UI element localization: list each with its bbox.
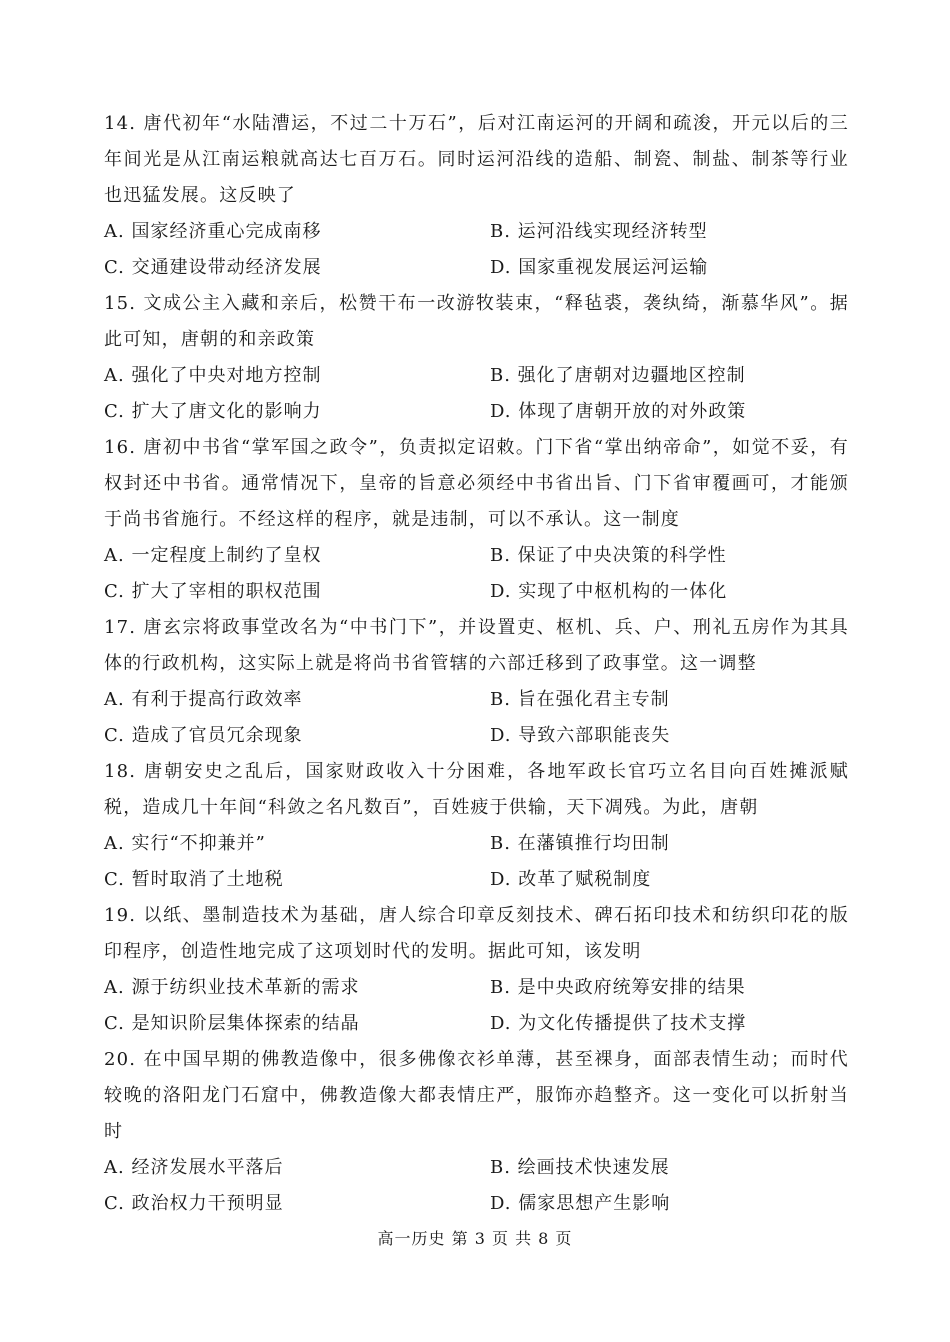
- option-grid: [104, 682, 849, 754]
- option-b: B. 运河沿线实现经济转型: [490, 221, 708, 242]
- question-17: [104, 610, 849, 754]
- question-list: [104, 106, 849, 1222]
- question-stem: 19. 以纸、墨制造技术为基础，唐人综合印章反刻技术、碑石拓印技术和纺织印花的版印程序，创造性地完成了这项划时代的发明。据此可知，该发明: [104, 905, 849, 962]
- option-c: C. 扩大了唐文化的影响力: [104, 401, 322, 422]
- option-a: A. 经济发展水平落后: [104, 1157, 284, 1178]
- option-d: D. 国家重视发展运河运输: [490, 257, 709, 278]
- option-a: A. 国家经济重心完成南移: [104, 221, 322, 242]
- option-a: A. 强化了中央对地方控制: [104, 365, 322, 386]
- question-stem: 15. 文成公主入藏和亲后，松赞干布一改游牧装束，“释毡裘，袭纨绮，渐慕华风”。据此可知，唐朝的和亲政策: [104, 293, 849, 350]
- question-stem: 16. 唐初中书省“掌军国之政令”，负责拟定诏敕。门下省“掌出纳帝命”，如觉不妥，有权封还中书省。通常情况下，皇帝的旨意必须经中书省出旨、门下省审覆画可，才能颁于尚书省施行。不经这样的程序，就是违制，可以不承认。这一制度: [104, 437, 849, 530]
- option-c: C. 扩大了宰相的职权范围: [104, 581, 322, 602]
- option-c: C. 是知识阶层集体探索的结晶: [104, 1013, 360, 1034]
- question-stem: 18. 唐朝安史之乱后，国家财政收入十分困难，各地军政长官巧立名目向百姓摊派赋税，造成几十年间“科敛之名凡数百”，百姓疲于供输，天下凋残。为此，唐朝: [104, 761, 849, 818]
- option-grid: [104, 538, 849, 610]
- option-d: D. 实现了中枢机构的一体化: [490, 581, 728, 602]
- option-a: A. 实行“不抑兼并”: [104, 833, 266, 854]
- option-c: C. 暂时取消了土地税: [104, 869, 284, 890]
- option-grid: [104, 970, 849, 1042]
- option-a: A. 源于纺织业技术革新的需求: [104, 977, 360, 998]
- option-c: C. 政治权力干预明显: [104, 1193, 284, 1214]
- option-b: B. 是中央政府统筹安排的结果: [490, 977, 746, 998]
- question-stem: 17. 唐玄宗将政事堂改名为“中书门下”，并设置吏、枢机、兵、户、刑礼五房作为其具体的行政机构，这实际上就是将尚书省管辖的六部迁移到了政事堂。这一调整: [104, 617, 849, 674]
- question-15: [104, 286, 849, 430]
- option-d: D. 体现了唐朝开放的对外政策: [490, 401, 747, 422]
- question-stem: 20. 在中国早期的佛教造像中，很多佛像衣衫单薄，甚至裸身，面部表情生动；而时代较晚的洛阳龙门石窟中，佛教造像大都表情庄严，服饰亦趋整齐。这一变化可以折射当时: [104, 1049, 849, 1142]
- option-c: C. 造成了官员冗余现象: [104, 725, 303, 746]
- option-c: C. 交通建设带动经济发展: [104, 257, 322, 278]
- option-a: A. 一定程度上制约了皇权: [104, 545, 322, 566]
- option-b: B. 强化了唐朝对边疆地区控制: [490, 365, 746, 386]
- option-d: D. 改革了赋税制度: [490, 869, 652, 890]
- question-20: [104, 1042, 849, 1222]
- option-b: B. 在藩镇推行均田制: [490, 833, 670, 854]
- question-16: [104, 430, 849, 610]
- option-b: B. 保证了中央决策的科学性: [490, 545, 727, 566]
- option-grid: [104, 1150, 849, 1222]
- question-18: [104, 754, 849, 898]
- option-grid: [104, 358, 849, 430]
- question-19: [104, 898, 849, 1042]
- question-stem: 14. 唐代初年“水陆漕运，不过二十万石”，后对江南运河的开阔和疏浚，开元以后的三年间光是从江南运粮就高达七百万石。同时运河沿线的造船、制瓷、制盐、制茶等行业也迅猛发展。这反映了: [104, 113, 849, 206]
- option-b: B. 旨在强化君主专制: [490, 689, 670, 710]
- option-grid: [104, 214, 849, 286]
- option-d: D. 为文化传播提供了技术支撑: [490, 1013, 747, 1034]
- question-14: [104, 106, 849, 286]
- option-grid: [104, 826, 849, 898]
- option-d: D. 导致六部职能丧失: [490, 725, 671, 746]
- option-b: B. 绘画技术快速发展: [490, 1157, 670, 1178]
- option-d: D. 儒家思想产生影响: [490, 1193, 671, 1214]
- option-a: A. 有利于提高行政效率: [104, 689, 303, 710]
- page-footer: 高一历史 第 3 页 共 8 页: [377, 1229, 573, 1248]
